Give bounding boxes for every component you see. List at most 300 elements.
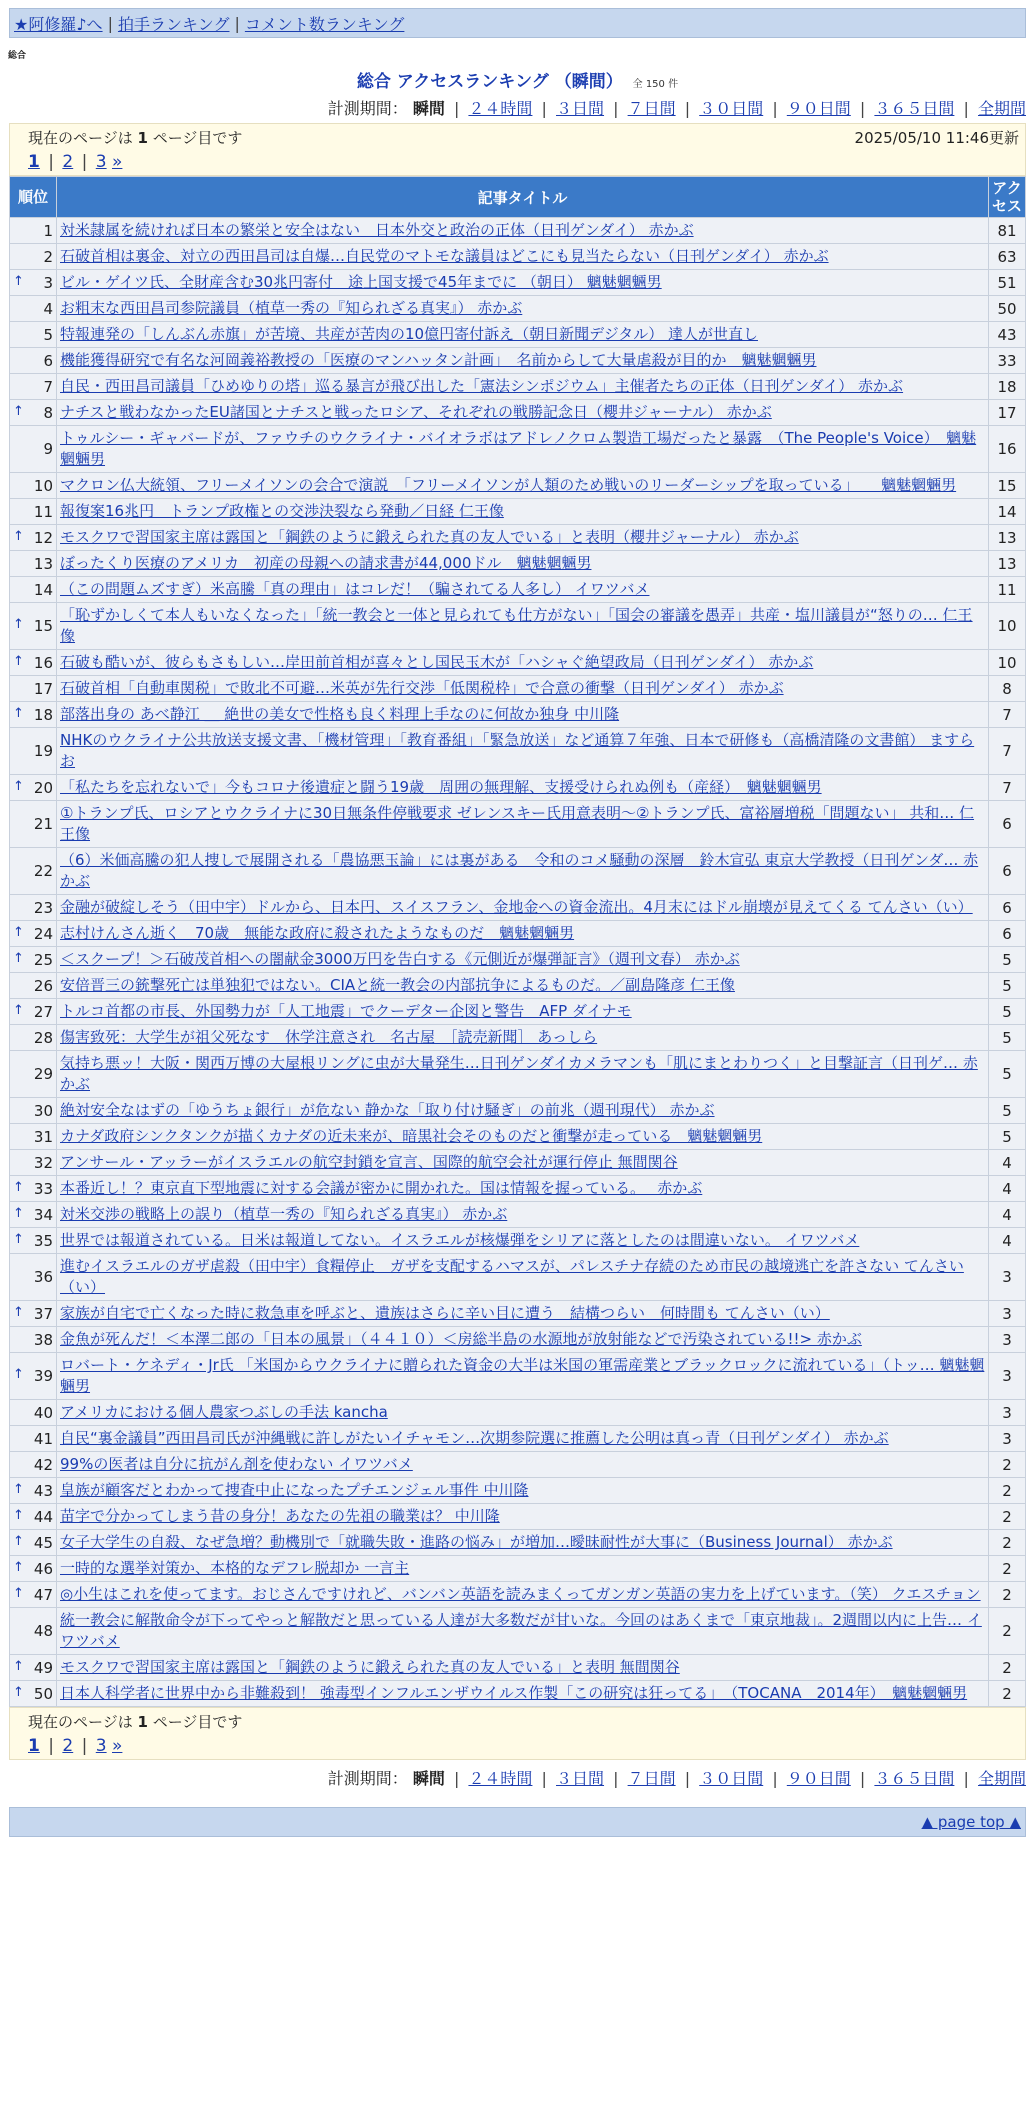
access-count: 2	[989, 1655, 1026, 1681]
table-row	[10, 551, 1026, 577]
title-cell	[57, 1400, 989, 1426]
article-title-link[interactable]: 金融が破綻しそう（田中宇）ドルから、日本円、スイスフラン、金地金への資金流出。4月末にはドル崩壊が見えてくる てんさい（い）	[60, 898, 973, 916]
rank-number: 18	[33, 705, 53, 724]
rank-number: 38	[33, 1330, 53, 1349]
article-title-link[interactable]: 「私たちを忘れないで」今もコロナ後遺症と闘う19歳 周囲の無理解、支援受けられぬ例も（産経） 魑魅魍魎男	[60, 778, 822, 796]
article-title-link[interactable]: ビル・ゲイツ氏、全財産含む30兆円寄付 途上国支援で45年までに （朝日） 魑魅魍魎男	[60, 273, 662, 291]
rank-up-arrow-icon: ↑	[13, 924, 24, 940]
page-link-2[interactable]: 2	[62, 1736, 74, 1756]
access-count: 4	[989, 1176, 1026, 1202]
table-row	[10, 473, 1026, 499]
rank-number: 26	[33, 976, 53, 995]
access-count: 5	[989, 1025, 1026, 1051]
table-row	[10, 1681, 1026, 1707]
nav-link-comment-ranking[interactable]: コメント数ランキング	[244, 14, 405, 34]
table-row	[10, 921, 1026, 947]
access-count: 81	[989, 218, 1026, 244]
title-cell	[57, 244, 989, 270]
page-title: 総合 アクセスランキング （瞬間）	[356, 72, 623, 92]
table-row	[10, 1150, 1026, 1176]
table-row	[10, 426, 1026, 473]
title-cell	[57, 1228, 989, 1254]
page-link-next[interactable]: »	[112, 152, 123, 172]
article-title-link[interactable]: （6）米価高騰の犯人捜しで展開される「農協悪玉論」には裏がある 令和のコメ騒動の深層 鈴木宣弘 東京大学教授（日刊ゲンダ… 赤かぶ	[60, 851, 979, 890]
article-title-link[interactable]: 金魚が死んだ！＜本澤二郎の「日本の風景」（４４１０）＜房総半島の水源地が放射能などで汚染されている!!> 赤かぶ	[60, 1330, 862, 1348]
rank-cell	[10, 1400, 57, 1426]
rank-up-arrow-icon: ↑	[13, 1367, 24, 1382]
access-count: 6	[989, 895, 1026, 921]
nav-separator: |	[234, 13, 240, 33]
table-row	[10, 676, 1026, 702]
table-row	[10, 1025, 1026, 1051]
rank-up-arrow-icon: ↑	[13, 705, 24, 721]
rank-cell	[10, 947, 57, 973]
access-count: 5	[989, 1051, 1026, 1098]
rank-number: 25	[33, 950, 53, 969]
article-title-link[interactable]: 苗字で分かってしまう昔の身分！あなたの先祖の職業は？ 中川隆	[60, 1507, 500, 1525]
rank-cell	[10, 848, 57, 895]
table-row	[10, 1452, 1026, 1478]
rank-up-arrow-icon: ↑	[13, 1559, 24, 1575]
rank-up-arrow-icon: ↑	[13, 1481, 24, 1497]
article-title-link[interactable]: 統一教会に解散命令が下ってやっと解散だと思っている人達が大多数だが甘いな。今回のはあくまで「東京地裁」。2週間以内に上告… イワツバメ	[60, 1611, 982, 1650]
article-title-link[interactable]: 世界では報道されている。日米は報道してない。イスラエルが核爆弾をシリアに落としたのは間違いない。 イワツバメ	[60, 1231, 860, 1249]
rank-number: 16	[33, 653, 53, 672]
title-cell	[57, 848, 989, 895]
rank-cell	[10, 1353, 57, 1400]
rank-cell	[10, 1530, 57, 1556]
title-cell	[57, 1254, 989, 1301]
article-title-link[interactable]: 部落出身の あべ静江 ＿ 絶世の美女で性格も良く料理上手なのに何故か独身 中川隆	[60, 705, 620, 723]
rank-number: 39	[33, 1367, 53, 1385]
title-cell	[57, 1150, 989, 1176]
access-count: 43	[989, 322, 1026, 348]
rank-number: 28	[33, 1028, 53, 1047]
rank-number: 24	[33, 924, 53, 943]
pager-box-bottom	[9, 1707, 1026, 1760]
article-title-link[interactable]: アメリカにおける個人農家つぶしの手法 kancha	[60, 1403, 388, 1421]
table-row	[10, 244, 1026, 270]
title-cell	[57, 801, 989, 848]
article-title-link[interactable]: NHKのウクライナ公共放送支援文書、「機材管理」「教育番組」「緊急放送」など通算７年強、日本で研修も（高橋清隆の文書館） ますらお	[60, 731, 975, 770]
access-count: 4	[989, 1202, 1026, 1228]
page-link-3[interactable]: 3	[95, 152, 107, 172]
title-cell	[57, 270, 989, 296]
page-top-link[interactable]: ▲ page top ▲	[921, 1813, 1021, 1831]
period-link-all[interactable]: 全期間	[977, 1769, 1026, 1788]
rank-up-arrow-icon: ↑	[13, 1231, 24, 1247]
rank-cell	[10, 1608, 57, 1655]
rank-cell	[10, 921, 57, 947]
title-cell	[57, 1124, 989, 1150]
rank-cell	[10, 1228, 57, 1254]
period-link-24h[interactable]: ２４時間	[468, 1769, 533, 1788]
table-row	[10, 775, 1026, 801]
rank-number: 4	[43, 299, 53, 318]
article-title-link[interactable]: トルコ首都の市長、外国勢力が「人工地震」でクーデター企図と警告 AFP ダイナモ	[60, 1002, 632, 1020]
article-title-link[interactable]: 自民“裏金議員”西田昌司氏が沖縄戦に許しがたいイチャモン…次期参院選に推薦した公明は真っ青（日刊ゲンダイ） 赤かぶ	[60, 1429, 889, 1447]
article-title-link[interactable]: 石破首相「自動車関税」で敗北不可避…米英が先行交渉「低関税枠」で合意の衝撃（日刊ゲンダイ） 赤かぶ	[60, 679, 784, 697]
rank-number: 22	[33, 862, 53, 880]
table-row	[10, 999, 1026, 1025]
current-page-info: 現在のページは 1 ページ目です	[28, 1713, 243, 1731]
table-row	[10, 1228, 1026, 1254]
rank-number: 46	[33, 1559, 53, 1578]
nav-separator: |	[107, 13, 113, 33]
article-title-link[interactable]: 家族が自宅で亡くなった時に救急車を呼ぶと、遺族はさらに辛い目に遭う 結構つらい 何時間も てんさい（い）	[60, 1304, 830, 1322]
access-count: 3	[989, 1327, 1026, 1353]
article-title-link[interactable]: カナダ政府シンクタンクが描くカナダの近未来が、暗黒社会そのものだと衝撃が走っている 魑魅魍魎男	[60, 1127, 763, 1145]
rank-cell	[10, 1426, 57, 1452]
access-count: 2	[989, 1478, 1026, 1504]
rank-up-arrow-icon: ↑	[13, 653, 24, 669]
current-page-info: 現在のページは 1 ページ目です	[28, 129, 243, 147]
rank-up-arrow-icon: ↑	[13, 1684, 24, 1700]
rank-cell	[10, 374, 57, 400]
rank-cell	[10, 1681, 57, 1707]
access-count: 63	[989, 244, 1026, 270]
article-title-link[interactable]: マクロン仏大統領、フリーメイソンの会合で演説 「フリーメイソンが人類のため戦いのリーダーシップを取っている」 魑魅魍魎男	[60, 476, 957, 494]
article-title-link[interactable]: モスクワで習国家主席は露国と「鋼鉄のように鍛えられた真の友人でいる」と表明（櫻井ジャーナル） 赤かぶ	[60, 528, 799, 546]
nav-link-ashura[interactable]: ★阿修羅♪へ	[14, 14, 103, 34]
rank-cell	[10, 1254, 57, 1301]
rank-number: 37	[33, 1304, 53, 1323]
title-cell	[57, 1681, 989, 1707]
table-row	[10, 270, 1026, 296]
rank-number: 30	[33, 1101, 53, 1120]
article-title-link[interactable]: 絶対安全なはずの「ゆうちょ銀行」が危ない 静かな「取り付け騒ぎ」の前兆（週刊現代） 赤かぶ	[60, 1101, 715, 1119]
access-count: 51	[989, 270, 1026, 296]
rank-number: 12	[33, 528, 53, 547]
title-cell	[57, 1530, 989, 1556]
access-count: 2	[989, 1556, 1026, 1582]
article-title-link[interactable]: 女子大学生の自殺、なぜ急増？動機別で「就職失敗・進路の悩み」が増加…曖昧耐性が大事に（Business Journal） 赤かぶ	[60, 1533, 893, 1551]
table-row	[10, 848, 1026, 895]
rank-number: 1	[43, 221, 53, 240]
rank-cell	[10, 296, 57, 322]
rank-number: 15	[33, 617, 53, 635]
article-title-link[interactable]: 石破も酷いが、彼らもさもしい…岸田前首相が喜々とし国民玉木が「ハシャぐ絶望政局（日刊ゲンダイ） 赤かぶ	[60, 653, 814, 671]
rank-cell	[10, 1582, 57, 1608]
rank-up-arrow-icon: ↑	[13, 1507, 24, 1523]
access-count: 5	[989, 973, 1026, 999]
page-link-1[interactable]: 1	[28, 152, 40, 172]
rank-number: 29	[33, 1065, 53, 1083]
rank-cell	[10, 1098, 57, 1124]
article-title-link[interactable]: 対米隷属を続ければ日本の繁栄と安全はない 日本外交と政治の正体（日刊ゲンダイ） 赤かぶ	[60, 221, 694, 239]
rank-cell	[10, 1202, 57, 1228]
rank-number: 23	[33, 898, 53, 917]
rank-number: 33	[33, 1179, 53, 1198]
total-count: 全 150 件	[632, 79, 679, 90]
page-link-3[interactable]: 3	[95, 1736, 107, 1756]
title-cell	[57, 921, 989, 947]
table-row	[10, 801, 1026, 848]
table-row	[10, 1098, 1026, 1124]
rank-number: 13	[33, 554, 53, 573]
title-cell	[57, 499, 989, 525]
article-title-link[interactable]: 志村けんさん逝く 70歳 無能な政府に殺されたようなものだ 魑魅魍魎男	[60, 924, 575, 942]
table-row	[10, 702, 1026, 728]
access-count: 7	[989, 702, 1026, 728]
article-title-link[interactable]: お粗末な西田昌司参院議員（植草一秀の『知られざる真実』） 赤かぶ	[60, 299, 523, 317]
title-cell	[57, 400, 989, 426]
access-count: 2	[989, 1452, 1026, 1478]
title-cell	[57, 1025, 989, 1051]
access-count: 16	[989, 426, 1026, 473]
rank-cell	[10, 895, 57, 921]
rank-cell	[10, 973, 57, 999]
article-title-link[interactable]: 本番近し！？東京直下型地震に対する会議が密かに開かれた。国は情報を握っている。 赤かぶ	[60, 1179, 703, 1197]
article-title-link[interactable]: 傷害致死：大学生が祖父死なす 休学注意され 名古屋 ［読売新聞］ あっしら	[60, 1028, 598, 1046]
rank-cell	[10, 650, 57, 676]
title-cell	[57, 1301, 989, 1327]
title-cell	[57, 1655, 989, 1681]
period-link-90d[interactable]: ９０日間	[786, 1769, 851, 1788]
article-title-link[interactable]: 自民・西田昌司議員「ひめゆりの塔」巡る暴言が飛び出した「憲法シンポジウム」主催者たちの正体（日刊ゲンダイ） 赤かぶ	[60, 377, 904, 395]
rank-up-arrow-icon: ↑	[13, 403, 24, 419]
pager-box-top	[9, 123, 1026, 176]
access-count: 5	[989, 947, 1026, 973]
article-title-link[interactable]: 一時的な選挙対策か、本格的なデフレ脱却か 一言主	[60, 1559, 410, 1577]
period-link-365d[interactable]: ３６５日間	[874, 99, 955, 118]
access-count: 13	[989, 551, 1026, 577]
table-row	[10, 1655, 1026, 1681]
access-count: 2	[989, 1582, 1026, 1608]
rank-cell	[10, 577, 57, 603]
rank-number: 31	[33, 1127, 53, 1146]
rank-number: 14	[33, 580, 53, 599]
rank-number: 36	[33, 1268, 53, 1286]
rank-cell	[10, 1478, 57, 1504]
rank-number: 45	[33, 1533, 53, 1552]
period-link-30d[interactable]: ３０日間	[699, 1769, 764, 1788]
table-row	[10, 895, 1026, 921]
title-cell	[57, 1353, 989, 1400]
rank-number: 19	[33, 742, 53, 760]
rank-cell	[10, 1301, 57, 1327]
rank-cell	[10, 676, 57, 702]
ranking-table	[9, 176, 1026, 1707]
title-cell	[57, 577, 989, 603]
rank-number: 10	[33, 476, 53, 495]
table-row	[10, 1478, 1026, 1504]
title-cell	[57, 895, 989, 921]
period-current: 瞬間	[412, 1769, 445, 1788]
period-current: 瞬間	[412, 99, 445, 118]
access-count: 6	[989, 848, 1026, 895]
rank-number: 32	[33, 1153, 53, 1172]
rank-number: 27	[33, 1002, 53, 1021]
article-title-link[interactable]: ロバート・ケネディ・Jr氏 「米国からウクライナに贈られた資金の大半は米国の軍需産業とブラックロックに流れている」（トッ… 魑魅魍魎男	[60, 1356, 985, 1395]
access-count: 6	[989, 801, 1026, 848]
rank-cell	[10, 426, 57, 473]
rank-cell	[10, 1556, 57, 1582]
rank-number: 3	[43, 273, 53, 292]
rank-up-arrow-icon: ↑	[13, 1002, 24, 1018]
title-cell	[57, 551, 989, 577]
title-cell	[57, 296, 989, 322]
title-cell	[57, 322, 989, 348]
period-link-90d[interactable]: ９０日間	[786, 99, 851, 118]
title-cell	[57, 374, 989, 400]
rank-cell	[10, 270, 57, 296]
period-link-30d[interactable]: ３０日間	[699, 99, 764, 118]
rank-up-arrow-icon: ↑	[13, 1658, 24, 1674]
article-title-link[interactable]: トゥルシー・ギャバードが、ファウチのウクライナ・バイオラボはアドレノクロム製造工場だったと暴露 （The People's Voice） 魑魅魍魎男	[60, 429, 977, 468]
rank-number: 9	[43, 440, 53, 458]
title-cell	[57, 650, 989, 676]
article-title-link[interactable]: 石破首相は裏金、対立の西田昌司は自爆…自民党のマトモな議員はどこにも見当たらない（日刊ゲンダイ） 赤かぶ	[60, 247, 829, 265]
access-count: 8	[989, 676, 1026, 702]
page-link-2[interactable]: 2	[62, 152, 74, 172]
period-label: 計測期間：	[327, 1769, 408, 1788]
nav-link-applause-ranking[interactable]: 拍手ランキング	[117, 14, 230, 34]
table-header-row	[10, 177, 1026, 218]
period-selector-top: 計測期間： 瞬間 | ２４時間 | ３日間 | ７日間 | ３０日間 | ９０日間 | ３６５日間 | 全期間	[327, 99, 1026, 118]
access-count: 7	[989, 728, 1026, 775]
article-title-link[interactable]: 安倍晋三の銃撃死亡は単独犯ではない。CIAと統一教会の内部抗争によるものだ。／副島隆彦 仁王像	[60, 976, 735, 994]
access-count: 3	[989, 1301, 1026, 1327]
page-link-1[interactable]: 1	[28, 1736, 40, 1756]
rank-cell	[10, 603, 57, 650]
rank-up-arrow-icon: ↑	[13, 1205, 24, 1221]
access-count: 3	[989, 1254, 1026, 1301]
access-count: 10	[989, 650, 1026, 676]
page-title-row	[0, 67, 1035, 92]
article-title-link[interactable]: 特報連発の「しんぶん赤旗」が苦境、共産が苦肉の10億円寄付訴え（朝日新聞デジタル） 達人が世直し	[60, 325, 758, 343]
access-count: 5	[989, 999, 1026, 1025]
rank-number: 11	[33, 502, 53, 521]
title-cell	[57, 218, 989, 244]
article-title-link[interactable]: ナチスと戦わなかったEU諸国とナチスと戦ったロシア、それぞれの戦勝記念日（櫻井ジャーナル） 赤かぶ	[60, 403, 772, 421]
article-title-link[interactable]: ぼったくり医療のアメリカ 初産の母親への請求書が44,000ドル 魑魅魍魎男	[60, 554, 592, 572]
access-count: 50	[989, 296, 1026, 322]
period-link-7d[interactable]: ７日間	[627, 1769, 676, 1788]
title-cell	[57, 1051, 989, 1098]
period-link-3d[interactable]: ３日間	[556, 99, 605, 118]
access-count: 13	[989, 525, 1026, 551]
table-row	[10, 1608, 1026, 1655]
rank-up-arrow-icon: ↑	[13, 1585, 24, 1601]
table-row	[10, 603, 1026, 650]
rank-up-arrow-icon: ↑	[13, 617, 24, 632]
access-count: 15	[989, 473, 1026, 499]
section-label: 総合	[8, 51, 27, 61]
page-link-next[interactable]: »	[112, 1736, 123, 1756]
rank-cell	[10, 1176, 57, 1202]
rank-number: 50	[33, 1684, 53, 1703]
access-count: 33	[989, 348, 1026, 374]
rank-number: 20	[33, 778, 53, 797]
article-title-link[interactable]: 対米交渉の戦略上の誤り（植草一秀の『知られざる真実』） 赤かぶ	[60, 1205, 508, 1223]
rank-cell	[10, 1504, 57, 1530]
article-title-link[interactable]: 日本人科学者に世界中から非難殺到！ 強毒型インフルエンザウイルス作製「この研究は狂ってる」 （TOCANA 2014年） 魑魅魍魎男	[60, 1684, 968, 1702]
rank-cell	[10, 1452, 57, 1478]
article-title-link[interactable]: 報復案16兆円 トランプ政権との交渉決裂なら発動／日経 仁王像	[60, 502, 504, 520]
rank-number: 44	[33, 1507, 53, 1526]
period-link-7d[interactable]: ７日間	[627, 99, 676, 118]
rank-cell	[10, 1655, 57, 1681]
table-row	[10, 296, 1026, 322]
article-title-link[interactable]: 「恥ずかしくて本人もいなくなった」「統一教会と一体と見られても仕方がない」「国会の審議を愚弄」共産・塩川議員が“怒りの… 仁王像	[60, 606, 973, 645]
title-cell	[57, 1098, 989, 1124]
rank-number: 48	[33, 1622, 53, 1640]
table-row	[10, 1556, 1026, 1582]
article-title-link[interactable]: ◎小生はこれを使ってます。おじさんですけれど、バンバン英語を読みまくってガンガン英語の実力を上げています。（笑） クエスチョン	[60, 1585, 981, 1603]
title-cell	[57, 1452, 989, 1478]
rank-cell	[10, 1327, 57, 1353]
title-cell	[57, 1202, 989, 1228]
article-title-link[interactable]: アンサール・アッラーがイスラエルの航空封鎖を宣言、国際的航空会社が運行停止 無間関谷	[60, 1153, 678, 1171]
rank-number: 7	[43, 377, 53, 396]
access-count: 3	[989, 1353, 1026, 1400]
period-link-3d[interactable]: ３日間	[556, 1769, 605, 1788]
period-link-365d[interactable]: ３６５日間	[874, 1769, 955, 1788]
table-row	[10, 218, 1026, 244]
title-cell	[57, 1176, 989, 1202]
table-row	[10, 973, 1026, 999]
rank-cell	[10, 1051, 57, 1098]
article-title-link[interactable]: ①トランプ氏、ロシアとウクライナに30日無条件停戦要求 ゼレンスキー氏用意表明〜②トランプ氏、富裕層増税「問題ない」 共和… 仁王像	[60, 804, 975, 843]
access-count: 10	[989, 603, 1026, 650]
article-title-link[interactable]: 皇族が顧客だとわかって捜査中止になったプチエンジェル事件 中川隆	[60, 1481, 529, 1499]
rank-cell	[10, 322, 57, 348]
access-count: 5	[989, 1124, 1026, 1150]
article-title-link[interactable]: 機能獲得研究で有名な河岡義裕教授の「医療のマンハッタン計画」 名前からして大量虐殺が目的か 魑魅魍魎男	[60, 351, 817, 369]
rank-up-arrow-icon: ↑	[13, 1533, 24, 1549]
rank-cell	[10, 499, 57, 525]
table-row	[10, 1301, 1026, 1327]
rank-number: 34	[33, 1205, 53, 1224]
rank-cell	[10, 218, 57, 244]
article-title-link[interactable]: 気持ち悪ッ！大阪・関西万博の大屋根リングに虫が大量発生…日刊ゲンダイカメラマンも「肌にまとわりつく」と目撃証言（日刊ゲ… 赤かぶ	[60, 1054, 978, 1093]
period-selector-bottom: 計測期間： 瞬間 | ２４時間 | ３日間 | ７日間 | ３０日間 | ９０日間 | ３６５日間 | 全期間	[327, 1769, 1026, 1788]
title-cell	[57, 999, 989, 1025]
rank-up-arrow-icon: ↑	[13, 273, 24, 289]
table-row	[10, 348, 1026, 374]
access-count: 14	[989, 499, 1026, 525]
title-cell	[57, 426, 989, 473]
rank-number: 35	[33, 1231, 53, 1250]
bottom-bar	[9, 1807, 1026, 1837]
access-count: 2	[989, 1681, 1026, 1707]
pagination: 1 | 2 | 3 »	[28, 1736, 123, 1756]
rank-number: 2	[43, 247, 53, 266]
article-title-link[interactable]: 99%の医者は自分に抗がん剤を使わない イワツバメ	[60, 1455, 413, 1473]
article-title-link[interactable]: ＜スクープ！＞石破茂首相への闇献金3000万円を告白する《元側近が爆弾証言》（週刊文春） 赤かぶ	[60, 950, 740, 968]
table-row	[10, 1530, 1026, 1556]
table-row	[10, 1124, 1026, 1150]
table-row	[10, 947, 1026, 973]
table-row	[10, 499, 1026, 525]
table-row	[10, 1176, 1026, 1202]
period-link-24h[interactable]: ２４時間	[468, 99, 533, 118]
access-count: 11	[989, 577, 1026, 603]
article-title-link[interactable]: （この問題ムズすぎ）米高騰「真の理由」はコレだ！（騙されてる人多し） イワツバメ	[60, 580, 650, 598]
title-cell	[57, 775, 989, 801]
article-title-link[interactable]: モスクワで習国家主席は露国と「鋼鉄のように鍛えられた真の友人でいる」と表明 無間関谷	[60, 1658, 680, 1676]
header-title: 記事タイトル	[57, 177, 989, 218]
period-link-all[interactable]: 全期間	[977, 99, 1026, 118]
title-cell	[57, 1327, 989, 1353]
title-cell	[57, 473, 989, 499]
title-cell	[57, 947, 989, 973]
access-count: 2	[989, 1504, 1026, 1530]
rank-cell	[10, 244, 57, 270]
article-title-link[interactable]: 進むイスラエルのガザ虐殺（田中宇）食糧停止 ガザを支配するハマスが、パレスチナ存続のため市民の越境逃亡を許さない てんさい（い）	[60, 1257, 964, 1296]
title-cell	[57, 348, 989, 374]
